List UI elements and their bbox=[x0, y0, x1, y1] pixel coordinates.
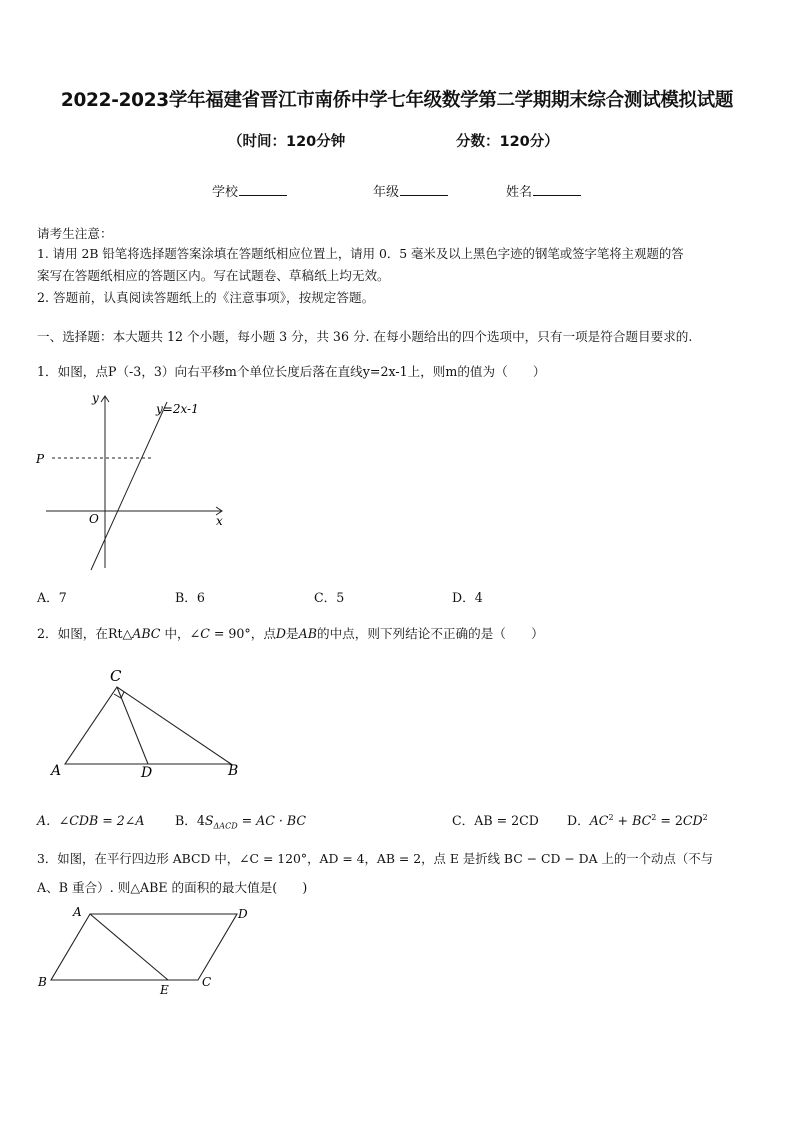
school-blank bbox=[239, 183, 287, 196]
vertex-b-label: B bbox=[228, 763, 239, 779]
vertex-d-label: D bbox=[238, 907, 248, 921]
q2-option-c: C．AB = 2CD bbox=[452, 813, 539, 828]
grade-field bbox=[373, 181, 448, 200]
line-label: y=2x-1 bbox=[156, 402, 199, 416]
parallelogram-abcd bbox=[51, 914, 237, 980]
origin-label: O bbox=[89, 512, 99, 526]
grade-label: 年级 bbox=[373, 185, 400, 200]
name-label: 姓名 bbox=[506, 185, 533, 200]
school-field bbox=[212, 181, 287, 200]
q2-option-b: B．$4S_{\Delta ACD}$ = AC · BC bbox=[175, 813, 307, 831]
question-3-figure bbox=[30, 900, 260, 1000]
q1-option-c: C．5 bbox=[314, 590, 345, 605]
segment-ae bbox=[90, 914, 168, 980]
question-3-stem-line-2: A、B 重合）. 则△ABE 的面积的最大值是( ) bbox=[37, 880, 308, 895]
q2-option-d: D．$AC^2 + BC^2 = 2CD^2$ bbox=[567, 812, 708, 828]
vertex-c-label: C bbox=[202, 975, 212, 989]
vertex-b-label: B bbox=[38, 975, 47, 989]
y-axis-label: y bbox=[92, 391, 99, 405]
grade-blank bbox=[400, 183, 448, 196]
school-label: 学校 bbox=[212, 185, 239, 200]
name-field bbox=[506, 181, 581, 200]
point-p-label: P bbox=[36, 452, 45, 466]
notice-heading: 请考生注意： bbox=[37, 226, 113, 241]
page-title: 2022-2023学年福建省晋江市南侨中学七年级数学第二学期期末综合测试模拟试题 bbox=[60, 90, 734, 111]
vertex-a-label: A bbox=[73, 905, 82, 919]
notice-line-1: 1. 请用 2B 铅笔将选择题答案涂填在答题纸相应位置上，请用 0．5 毫米及以上黑色字迹的钢笔或签字笔将主观题的答 bbox=[37, 246, 684, 261]
line-y-2x-1 bbox=[91, 402, 167, 570]
point-d-label: D bbox=[141, 765, 153, 781]
question-2-stem: 2．如图，在Rt△ABC 中，∠C = 90°，点D是AB的中点，则下列结论不正确的是（ ） bbox=[37, 626, 544, 641]
point-e-label: E bbox=[160, 983, 169, 997]
section-1-header: 一、选择题：本大题共 12 个小题，每小题 3 分，共 36 分. 在每小题给出的四个选项中，只有一项是符合题目要求的. bbox=[37, 329, 693, 344]
q1-option-d: D．4 bbox=[452, 590, 483, 605]
question-3-stem-line-1: 3．如图，在平行四边形 ABCD 中，∠C = 120°，AD = 4，AB = 2，点 E 是折线 BC − CD − DA 上的一个动点（不与 bbox=[37, 851, 714, 866]
x-axis-label: x bbox=[216, 514, 223, 528]
score-label: 分数：120分） bbox=[456, 134, 559, 150]
question-2-figure bbox=[45, 663, 250, 783]
notice-line-3: 2. 答题前，认真阅读答题纸上的《注意事项》，按规定答题。 bbox=[37, 290, 375, 305]
vertex-a-label: A bbox=[51, 763, 62, 779]
question-1-stem: 1．如图，点P（-3，3）向右平移m个单位长度后落在直线y=2x-1上，则m的值为（ ） bbox=[37, 364, 546, 379]
segment-cd bbox=[117, 687, 148, 764]
question-1-figure bbox=[30, 388, 230, 578]
q1-option-a: A．7 bbox=[37, 590, 67, 605]
q1-option-b: B．6 bbox=[175, 590, 205, 605]
vertex-c-label: C bbox=[110, 667, 122, 685]
notice-line-2: 案写在答题纸相应的答题区内。写在试题卷、草稿纸上均无效。 bbox=[37, 268, 390, 283]
q2-option-a: A．∠CDB = 2∠A bbox=[37, 813, 145, 828]
time-label: （时间：120分钟 bbox=[228, 134, 346, 150]
triangle-abc bbox=[65, 687, 231, 764]
name-blank bbox=[533, 183, 581, 196]
